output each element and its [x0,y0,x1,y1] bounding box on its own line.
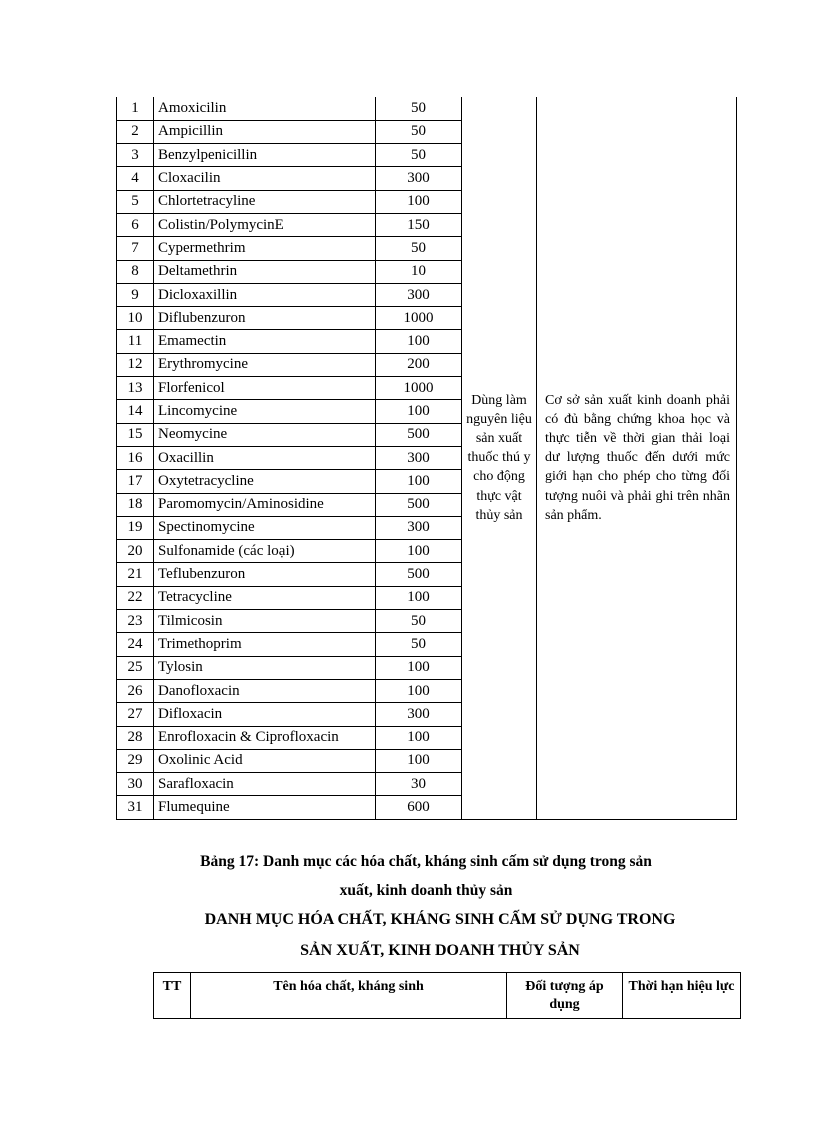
row-number: 23 [117,610,154,633]
row-number: 16 [117,446,154,469]
table-row [117,97,737,120]
row-number: 7 [117,237,154,260]
limit-value: 100 [376,679,462,702]
row-number: 26 [117,679,154,702]
substance-name: Cypermethrim [154,237,376,260]
limit-value: 100 [376,586,462,609]
row-number: 2 [117,120,154,143]
row-number: 4 [117,167,154,190]
row-number: 31 [117,796,154,819]
row-number: 10 [117,307,154,330]
limit-value: 50 [376,237,462,260]
limit-value: 100 [376,726,462,749]
row-number: 17 [117,470,154,493]
row-number: 12 [117,353,154,376]
purpose-cell: Dùng làm nguyên liệu sản xuất thuốc thú y cho động thực vật thủy sản [462,97,537,819]
substance-name: Benzylpenicillin [154,144,376,167]
limit-value: 1000 [376,307,462,330]
limit-value: 50 [376,97,462,120]
row-number: 1 [117,97,154,120]
row-number: 13 [117,377,154,400]
substance-name: Difloxacin [154,703,376,726]
substance-name: Lincomycine [154,400,376,423]
row-number: 5 [117,190,154,213]
limit-value: 100 [376,540,462,563]
antibiotic-limit-table [116,97,737,820]
substance-name: Oxytetracycline [154,470,376,493]
substance-name: Diflubenzuron [154,307,376,330]
substance-name: Paromomycin/Aminosidine [154,493,376,516]
limit-value: 500 [376,563,462,586]
substance-name: Oxolinic Acid [154,749,376,772]
substance-name: Emamectin [154,330,376,353]
limit-value: 30 [376,773,462,796]
limit-value: 100 [376,330,462,353]
banned-chemicals-table-header [153,972,741,1019]
limit-value: 500 [376,493,462,516]
limit-value: 150 [376,213,462,236]
substance-name: Ampicillin [154,120,376,143]
header-chemical-name: Tên hóa chất, kháng sinh [191,973,507,1019]
substance-name: Dicloxaxillin [154,283,376,306]
substance-name: Spectinomycine [154,516,376,539]
limit-value: 300 [376,283,462,306]
substance-name: Danofloxacin [154,679,376,702]
row-number: 25 [117,656,154,679]
row-number: 6 [117,213,154,236]
substance-name: Florfenicol [154,377,376,400]
substance-name: Colistin/PolymycinE [154,213,376,236]
limit-value: 100 [376,749,462,772]
limit-value: 100 [376,190,462,213]
condition-cell: Cơ sở sản xuất kinh doanh phải có đủ bằng chứng khoa học và thực tiễn về thời gian thải loại dư lượng thuốc đến dưới mức giới hạn cho phép cho từng đối tượng nuôi và phải ghi trên nhãn sản phẩm. [537,97,737,819]
row-number: 15 [117,423,154,446]
header-row [154,973,741,1019]
substance-name: Enrofloxacin & Ciprofloxacin [154,726,376,749]
row-number: 20 [117,540,154,563]
header-target: Đối tượng áp dụng [507,973,623,1019]
row-number: 29 [117,749,154,772]
limit-value: 1000 [376,377,462,400]
row-number: 8 [117,260,154,283]
substance-name: Oxacillin [154,446,376,469]
row-number: 24 [117,633,154,656]
row-number: 30 [117,773,154,796]
row-number: 21 [117,563,154,586]
row-number: 9 [117,283,154,306]
row-number: 3 [117,144,154,167]
limit-value: 300 [376,516,462,539]
limit-value: 10 [376,260,462,283]
row-number: 27 [117,703,154,726]
row-number: 19 [117,516,154,539]
substance-name: Trimethoprim [154,633,376,656]
row-number: 22 [117,586,154,609]
substance-name: Teflubenzuron [154,563,376,586]
limit-value: 100 [376,400,462,423]
limit-value: 50 [376,610,462,633]
substance-name: Deltamethrin [154,260,376,283]
limit-value: 50 [376,120,462,143]
section-heading-line-1: DANH MỤC HÓA CHẤT, KHÁNG SINH CẤM SỬ DỤNG TRONG [204,911,676,928]
limit-value: 100 [376,656,462,679]
limit-value: 600 [376,796,462,819]
header-validity: Thời hạn hiệu lực [623,973,741,1019]
row-number: 14 [117,400,154,423]
limit-value: 300 [376,703,462,726]
substance-name: Amoxicilin [154,97,376,120]
limit-value: 50 [376,144,462,167]
substance-name: Chlortetracyline [154,190,376,213]
table-caption-line-2: xuất, kinh doanh thủy sản [339,882,513,899]
row-number: 11 [117,330,154,353]
row-number: 18 [117,493,154,516]
substance-name: Cloxacilin [154,167,376,190]
limit-value: 300 [376,167,462,190]
row-number: 28 [117,726,154,749]
limit-value: 200 [376,353,462,376]
substance-name: Tilmicosin [154,610,376,633]
substance-name: Flumequine [154,796,376,819]
substance-name: Tetracycline [154,586,376,609]
substance-name: Neomycine [154,423,376,446]
substance-name: Tylosin [154,656,376,679]
substance-name: Erythromycine [154,353,376,376]
limit-value: 50 [376,633,462,656]
limit-value: 100 [376,470,462,493]
limit-value: 500 [376,423,462,446]
header-tt: TT [154,973,191,1019]
table-caption-line-1: Bảng 17: Danh mục các hóa chất, kháng sinh cấm sử dụng trong sản [200,853,652,870]
section-heading-line-2: SẢN XUẤT, KINH DOANH THỦY SẢN [300,942,580,959]
antibiotic-limit-table-body [117,97,737,819]
substance-name: Sarafloxacin [154,773,376,796]
limit-value: 300 [376,446,462,469]
substance-name: Sulfonamide (các loại) [154,540,376,563]
